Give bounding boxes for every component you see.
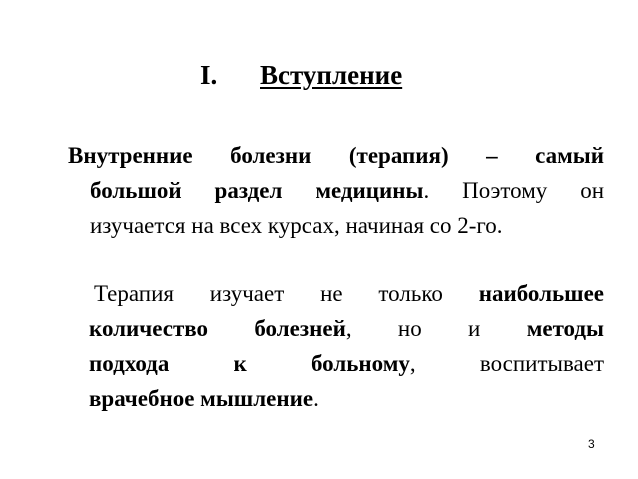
plain-text: изучается на всех курсах, начиная со 2-го. <box>90 213 503 238</box>
bold-text: большой раздел медицины <box>90 178 424 203</box>
heading-number: I. <box>200 60 218 90</box>
paragraph-intro <box>68 138 604 243</box>
paragraph-line <box>89 346 604 381</box>
paragraph-line <box>89 276 604 311</box>
plain-text: . Поэтому он <box>423 178 605 203</box>
plain-text: . <box>313 386 319 411</box>
bold-text: подхода к больному <box>89 351 410 376</box>
slide-heading <box>200 60 402 91</box>
heading-title: Вступление <box>260 60 403 90</box>
bold-text: методы <box>526 316 604 341</box>
paragraph-therapy <box>89 276 604 416</box>
bold-text: Внутренние болезни (терапия) – самый <box>68 143 604 168</box>
paragraph-line <box>89 311 604 346</box>
plain-text: , но и <box>345 316 481 341</box>
plain-text: , воспитывает <box>409 351 605 376</box>
paragraph-line <box>68 138 604 173</box>
paragraph-line <box>68 173 604 208</box>
paragraph-line <box>68 208 604 243</box>
bold-text: врачебное мышление <box>89 386 314 411</box>
paragraph-line <box>89 381 604 416</box>
page-number: 3 <box>588 437 595 451</box>
bold-text: наибольшее <box>478 281 604 306</box>
plain-text: Терапия изучает не только <box>94 281 443 306</box>
bold-text: количество болезней <box>89 316 346 341</box>
